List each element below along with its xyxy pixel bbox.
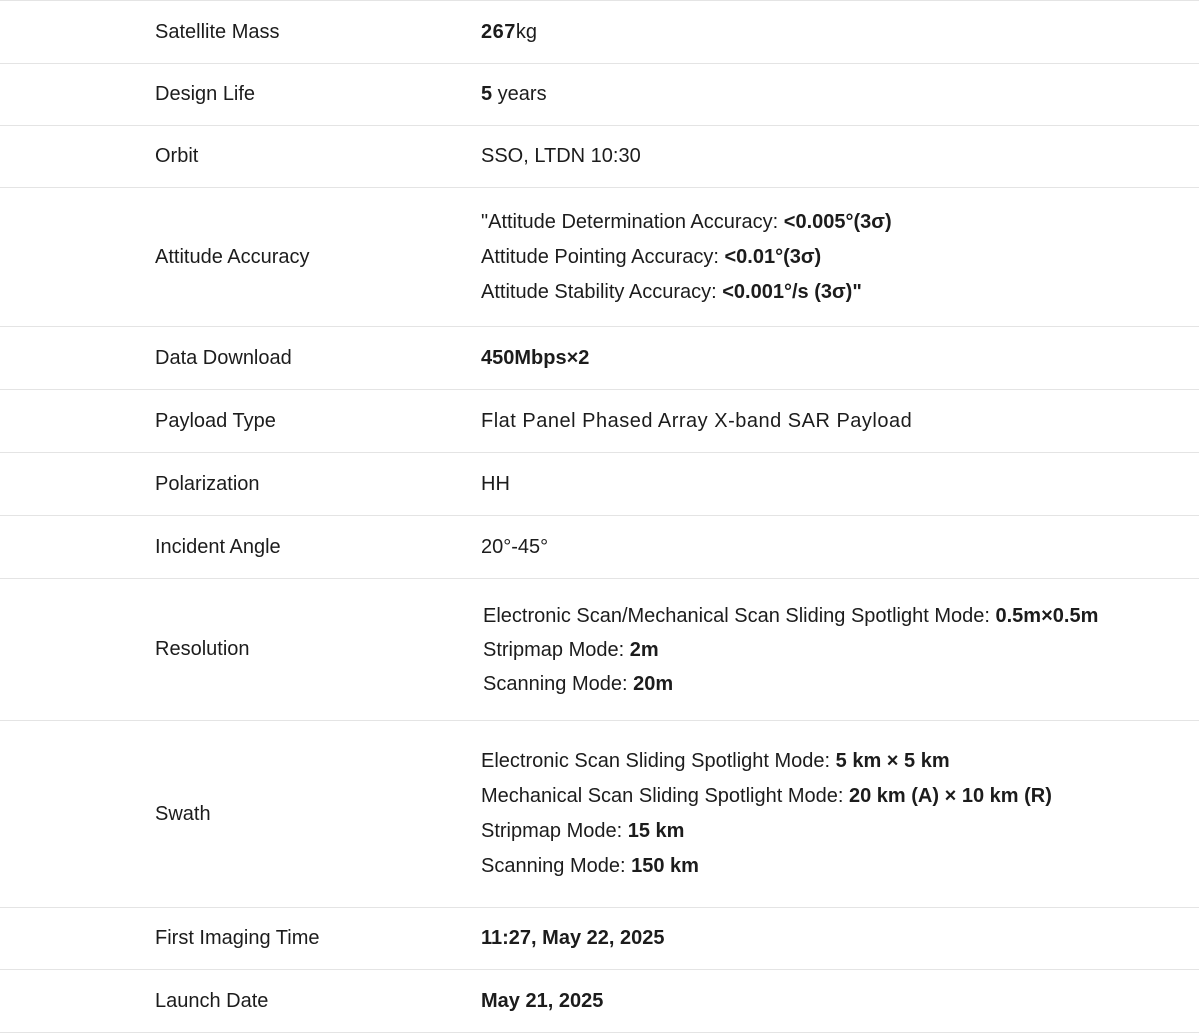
spec-value-bold: 11:27, May 22, 2025	[481, 927, 665, 949]
spec-line-text: Electronic Scan Sliding Spotlight Mode:	[481, 750, 836, 772]
spec-line-text: Scanning Mode:	[481, 855, 632, 877]
spec-label: Design Life	[155, 83, 256, 105]
spec-label: Attitude Accuracy	[155, 245, 310, 268]
spec-line-bold: 20 km (A) × 10 km (R)	[849, 785, 1052, 807]
spec-line-text: Scanning Mode:	[483, 672, 634, 695]
spec-value-bold: 450Mbps×2	[481, 346, 590, 369]
spec-value	[481, 984, 603, 1019]
spec-line-text: "Attitude Determination Accuracy:	[481, 210, 784, 233]
spec-value-bold: 267	[481, 20, 516, 43]
spec-label: Incident Angle	[155, 535, 281, 558]
spec-line-text: Attitude Stability Accuracy:	[481, 280, 723, 303]
spec-value-line	[481, 779, 1052, 814]
spec-line-text: Stripmap Mode:	[483, 638, 630, 661]
spec-line-bold: 20m	[633, 672, 674, 695]
spec-label: Data Download	[155, 346, 292, 369]
spec-line-text: Stripmap Mode:	[481, 820, 628, 842]
spec-row-polarization	[0, 453, 1199, 516]
spec-row-first-imaging-time	[0, 908, 1199, 970]
spec-row-launch-date	[0, 970, 1199, 1033]
spec-label: Launch Date	[155, 989, 269, 1012]
spec-line-bold: <0.005°(3σ)	[783, 210, 892, 233]
spec-value: 20°-45°	[481, 535, 549, 558]
spec-value	[481, 15, 537, 50]
spec-value-bold: 5	[481, 83, 493, 105]
spec-value	[481, 921, 664, 956]
spec-label: Swath	[155, 802, 211, 825]
spec-value-unit: years	[492, 83, 547, 105]
spec-row-payload-type	[0, 390, 1199, 453]
spec-value-line	[483, 667, 1098, 701]
spec-value-bold: May 21, 2025	[481, 989, 604, 1012]
spec-row-swath	[0, 721, 1199, 908]
spec-value-line	[481, 814, 1052, 849]
spec-value	[481, 205, 892, 310]
spec-value: Flat Panel Phased Array X-band SAR Payload	[481, 409, 913, 432]
spec-label: Resolution	[155, 638, 250, 660]
spec-row-satellite-mass	[0, 1, 1199, 64]
spec-value-unit: kg	[515, 20, 537, 43]
spec-line-bold: 150 km	[631, 855, 699, 877]
spec-row-design-life	[0, 64, 1199, 126]
spec-value-line	[481, 849, 1052, 884]
spec-line-text: Electronic Scan/Mechanical Scan Sliding Spotlight Mode:	[483, 604, 996, 627]
spec-line-text: Mechanical Scan Sliding Spotlight Mode:	[481, 785, 849, 807]
spec-value	[481, 77, 547, 112]
spec-value	[481, 744, 1052, 884]
spec-value-line	[483, 633, 1098, 667]
spec-value-line	[481, 240, 892, 275]
spec-label: Polarization	[155, 472, 260, 495]
spec-line-bold: 5 km × 5 km	[835, 750, 950, 772]
spec-label: Satellite Mass	[155, 20, 280, 43]
spec-line-bold: 15 km	[627, 820, 685, 842]
spec-value	[481, 599, 1098, 701]
spec-line-bold: 0.5m×0.5m	[995, 604, 1099, 627]
spec-row-resolution	[0, 579, 1199, 721]
spec-row-attitude-accuracy	[0, 188, 1199, 327]
spec-value-line	[483, 599, 1098, 633]
spec-row-incident-angle	[0, 516, 1199, 579]
spec-line-text: Attitude Pointing Accuracy:	[481, 245, 725, 268]
spec-value	[481, 341, 589, 376]
spec-label: Orbit	[155, 145, 199, 167]
spec-row-orbit	[0, 126, 1199, 188]
spec-line-bold: 2m	[629, 638, 659, 661]
spec-line-bold: <0.001°/s (3σ)"	[722, 280, 862, 303]
spec-value-line	[481, 275, 892, 310]
spec-value: HH	[481, 472, 510, 495]
spec-value-line	[481, 205, 892, 240]
spec-value-line	[481, 744, 1052, 779]
spec-row-data-download	[0, 327, 1199, 390]
spec-value: SSO, LTDN 10:30	[481, 145, 641, 167]
spec-label: First Imaging Time	[155, 927, 320, 949]
spec-label: Payload Type	[155, 409, 276, 432]
spec-line-bold: <0.01°(3σ)	[724, 245, 822, 268]
